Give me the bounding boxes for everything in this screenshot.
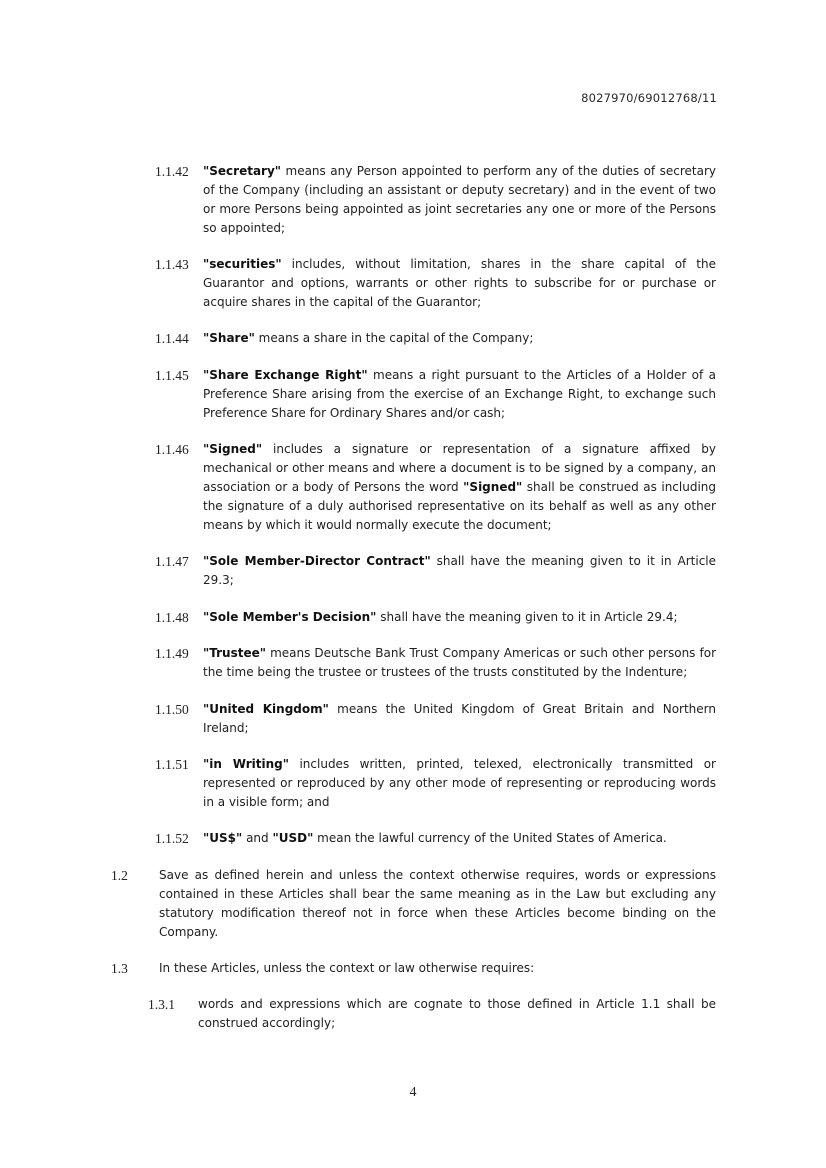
defined-term: "US$" (203, 831, 243, 845)
clause-text: "Sole Member's Decision" shall have the meaning given to it in Article 29.4; (203, 610, 678, 624)
defined-term: "Secretary" (203, 164, 282, 178)
clause-number: 1.1.46 (155, 442, 189, 457)
clause-text: "Signed" includes a signature or representation of a signature affixed by mechanical or other means and where a document is to be signed by a company, an association or a body of Persons the word "Signed" shall be construed as including the signature of a duly authorised representative on its behalf as well as any other means by which it would normally execute the document; (203, 442, 717, 532)
clause-number: 1.1.44 (155, 331, 189, 346)
defined-term: "in Writing" (203, 757, 290, 771)
defined-term: "Trustee" (203, 646, 266, 660)
clause-number: 1.1.43 (155, 257, 189, 272)
clause-text: "in Writing" includes written, printed, telexed, electronically transmitted or represented or reproduced by any other mode of representing or reproducing words in a visible form; and (203, 757, 716, 809)
clause-number: 1.1.47 (155, 554, 189, 569)
clause-text: "Share" means a share in the capital of the Company; (203, 331, 534, 345)
clause-number: 1.1.49 (155, 646, 189, 661)
page-number: 4 (409, 1085, 417, 1100)
clause-number: 1.1.51 (155, 757, 189, 772)
clause-text: "United Kingdom" means the United Kingdom of Great Britain and Northern Ireland; (203, 702, 716, 735)
clause-text: "US$" and "USD" mean the lawful currency of the United States of America. (203, 831, 667, 845)
defined-term: "Signed" (463, 480, 523, 494)
document-reference: 8027970/69012768/11 (581, 91, 717, 105)
defined-term: "Signed" (203, 442, 263, 456)
defined-term: "Share" (203, 331, 255, 345)
clause-number: 1.1.52 (155, 831, 189, 846)
clause-number: 1.3 (111, 961, 128, 976)
clause-text: In these Articles, unless the context or law otherwise requires: (159, 961, 535, 975)
clause-text: "Share Exchange Right" means a right pursuant to the Articles of a Holder of a Preference Share arising from the exercise of an Exchange Right, to exchange such Preference Share for Ordinary Shares and/or cash; (203, 368, 717, 420)
defined-term: "United Kingdom" (203, 702, 329, 716)
clause-number: 1.1.42 (155, 164, 189, 179)
defined-term: "Sole Member-Director Contract" (203, 554, 431, 568)
clause-text: "Trustee" means Deutsche Bank Trust Company Americas or such other persons for the time being the trustee or trustees of the trusts constituted by the Indenture; (203, 646, 716, 679)
clause-number: 1.1.48 (155, 610, 189, 625)
clause-text: "securities" includes, without limitation, shares in the share capital of the Guarantor and options, warrants or other rights to subscribe for or purchase or acquire shares in the capital of the Guarantor; (203, 257, 716, 309)
defined-term: "securities" (203, 257, 282, 271)
clause-number: 1.2 (111, 868, 128, 883)
clause-number: 1.3.1 (148, 997, 175, 1012)
defined-term: "Sole Member's Decision" (203, 610, 377, 624)
defined-term: "USD" (272, 831, 314, 845)
clause-text: "Secretary" means any Person appointed to perform any of the duties of secretary of the Company (including an assistant or deputy secretary) and in the event of two or more Persons being appointed as joint secretaries any one or more of the Persons so appointed; (203, 164, 716, 235)
clause-number: 1.1.50 (155, 702, 189, 717)
defined-term: "Share Exchange Right" (203, 368, 368, 382)
clause-text: Save as defined herein and unless the context otherwise requires, words or expressions contained in these Articles shall bear the same meaning as in the Law but excluding any statutory modification thereof not in force when these Articles become binding on the Company. (159, 868, 716, 939)
clause-text: words and expressions which are cognate to those defined in Article 1.1 shall be construed accordingly; (198, 997, 716, 1030)
clause-text: "Sole Member-Director Contract" shall have the meaning given to it in Article 29.3; (203, 554, 717, 587)
clause-number: 1.1.45 (155, 368, 189, 383)
